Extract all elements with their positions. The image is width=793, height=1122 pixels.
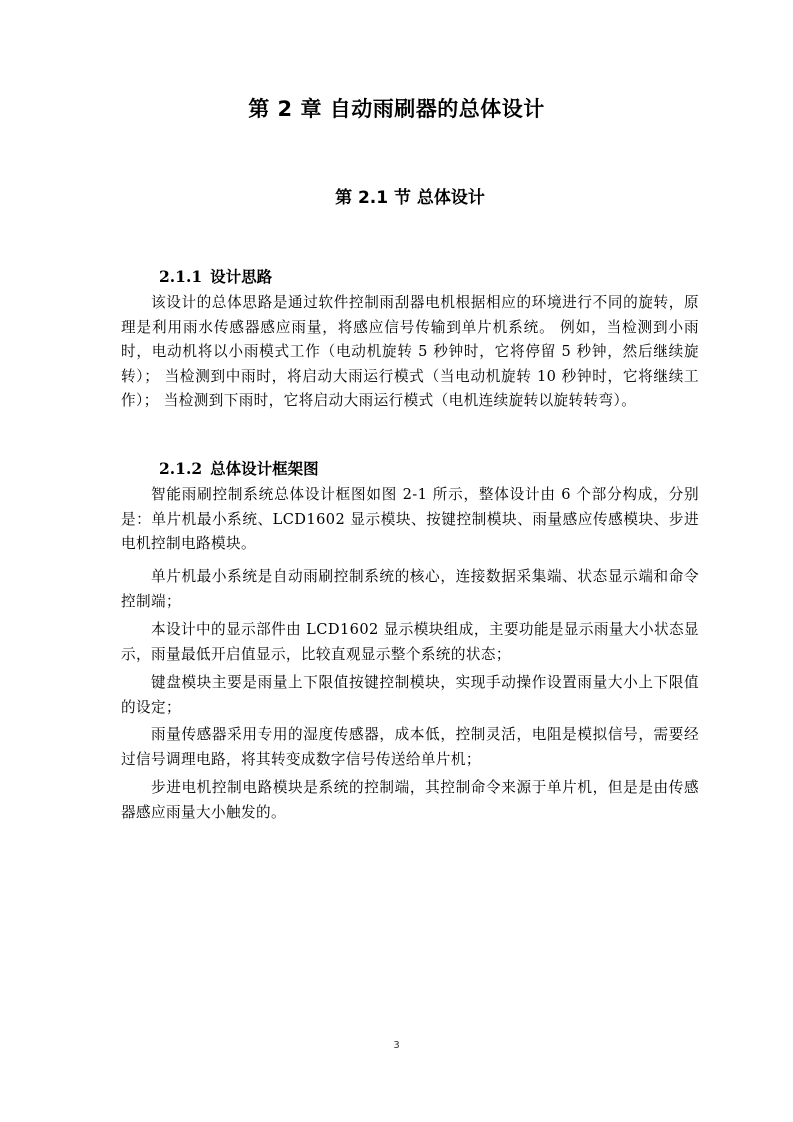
paragraph: 智能雨刷控制系统总体设计框图如图 2-1 所示，整体设计由 6 个部分构成，分别是：单片机最小系统、LCD1602 显示模块、按键控制模块、雨量感应传感模块、步进电机控制电路模块。: [121, 486, 699, 552]
subsection-title-text: 总体设计框架图: [210, 460, 319, 478]
section-title: 第 2.1 节 总体设计: [335, 188, 485, 208]
subsection-title-text: 设计思路: [210, 268, 273, 286]
subsection-number: 2.1.1: [159, 267, 203, 286]
page-number: 3: [393, 1040, 400, 1051]
paragraph: 本设计中的显示部件由 LCD1602 显示模块组成，主要功能是显示雨量大小状态显示，雨量最低开启值显示，比较直观显示整个系统的状态；: [121, 621, 699, 663]
subsection-heading-2-1-2: [159, 457, 319, 481]
paragraph: 键盘模块主要是雨量上下限值按键控制模块，实现手动操作设置雨量大小上下限值的设定；: [121, 674, 699, 716]
paragraph: 步进电机控制电路模块是系统的控制端，其控制命令来源于单片机，但是是由传感器感应雨量大小触发的。: [121, 779, 699, 821]
subsection-heading-2-1-1: [159, 265, 272, 289]
paragraph: 雨量传感器采用专用的湿度传感器，成本低，控制灵活，电阻是模拟信号，需要经过信号调理电路，将其转变成数字信号传送给单片机；: [121, 726, 699, 768]
subsection-number: 2.1.2: [159, 459, 203, 478]
paragraph: 该设计的总体思路是通过软件控制雨刮器电机根据相应的环境进行不同的旋转，原理是利用雨水传感器感应雨量，将感应信号传输到单片机系统。 例如，当检测到小雨时，电动机将以小雨模式工作（电动机旋转 5 秒钟时，它将停留 5 秒钟，然后继续旋转）； 当检测到中雨时，将启动大雨运行模式（当电动机旋转 10 秒钟时，它将继续工作）； 当检测到下雨时，它将启动大雨运行模式（电机连续旋转以旋转转弯）。: [121, 294, 699, 409]
chapter-title: 第 2 章 自动雨刷器的总体设计: [248, 97, 545, 121]
paragraph: 单片机最小系统是自动雨刷控制系统的核心，连接数据采集端、状态显示端和命令控制端；: [121, 568, 699, 610]
